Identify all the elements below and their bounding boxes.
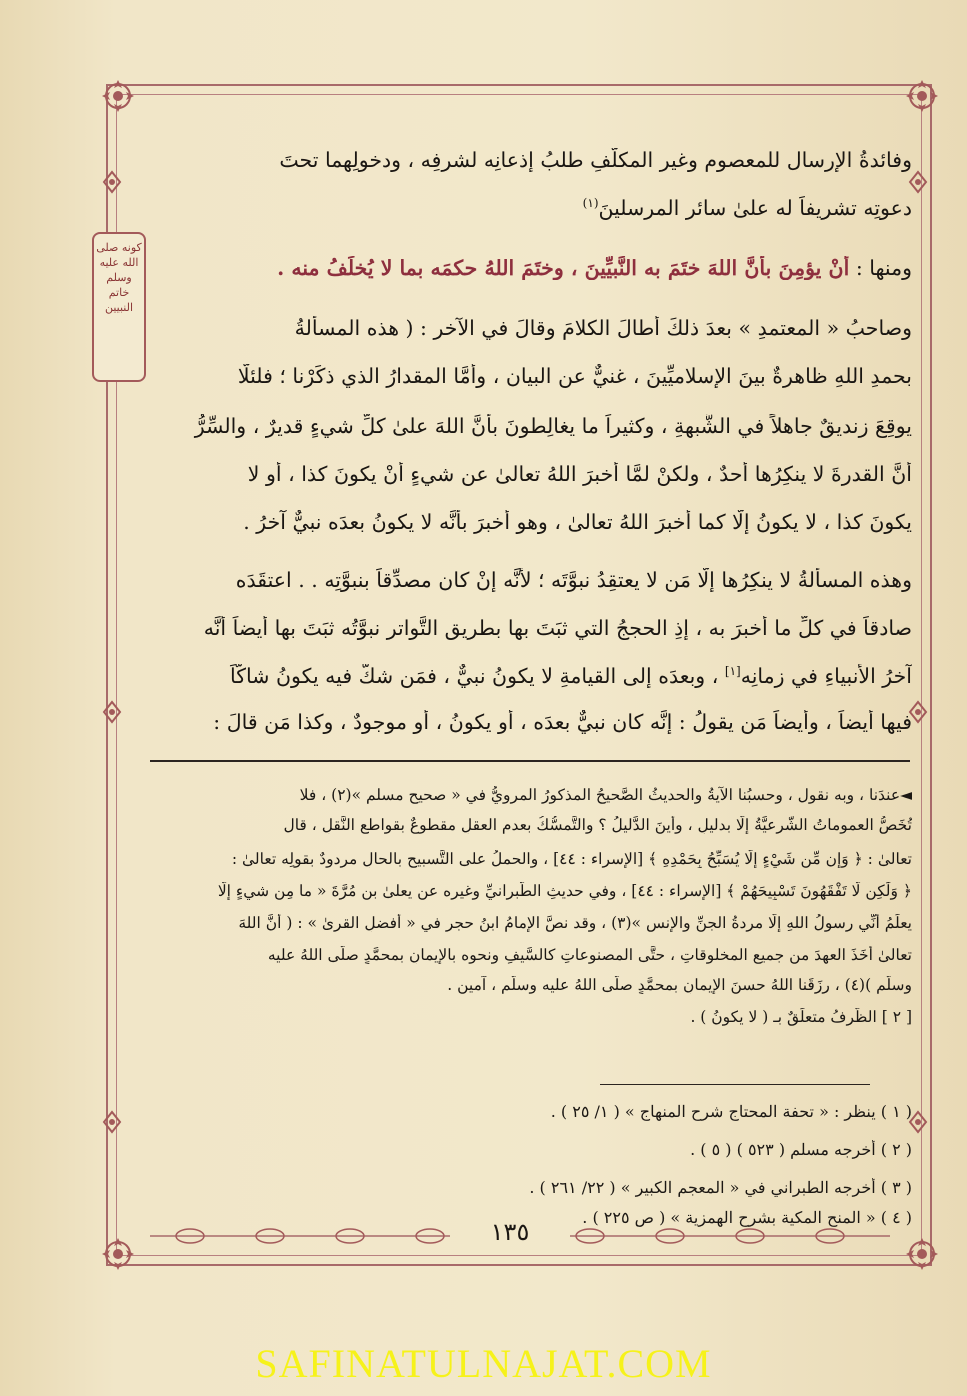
main-text-segment: آخرُ الأنبياءِ في زمانِه bbox=[740, 664, 912, 688]
main-text-line: وصاحبُ « المعتمدِ » بعدَ ذلكَ أطالَ الكلامَ وقالَ في الآخرِ : ( هذه المسألةُ bbox=[294, 316, 912, 340]
margin-note: كونه صلى الله عليه وسلم خاتم النبيين bbox=[92, 232, 146, 382]
commentary-line: تُخَصُّ العموماتُ الشَّرعيَّةُ إلَّا بدليلٍ ، وأينَ الدَّليلُ ؟ والتَّمسُّكُ بعدمِ العقلِ مقطوعٌ بقواطعِ النَّقلِ ، قال bbox=[283, 816, 912, 834]
corner-ornament-icon bbox=[902, 1234, 942, 1274]
side-ornament-icon bbox=[906, 170, 930, 194]
side-ornament-icon bbox=[100, 1110, 124, 1134]
footnote: ( ١ ) ينظر : « تحفة المحتاج شرح المنهاج » ( ١/ ٢٥ ) . bbox=[550, 1102, 912, 1121]
footnote: ( ٤ ) « المنح المكية بشرح الهمزية » ( ص ٢٢٥ ) . bbox=[582, 1208, 912, 1227]
footnote-ref[interactable]: [١] bbox=[724, 664, 741, 679]
main-text-line: يوقِعَ زنديقٌ جاهلاً في الشُّبهةِ ، وكثيراً ما يغالِطونَ بأنَّ اللهَ علىٰ كلِّ شيءٍ قديرٌ ، والسِّرُّ bbox=[194, 414, 912, 438]
main-text-line: صادقاً في كلِّ ما أخبرَ به ، إذِ الحججُ التي ثبَتَ بها بطريقِ التَّواترِ نبوَّتُه ثبَتَ بها أيضاً أنَّه bbox=[203, 616, 912, 640]
commentary-line: ﴿ وَلَٰكِن لَّا تَفْقَهُونَ تَسْبِيحَهُمْ ﴾ [الإسراء : ٤٤] ، وفي حديثِ الطَّبرانيِّ وغيرِه عن يعلىٰ بنِ مُرَّةَ « ما مِن شيءٍ إلَّا bbox=[217, 882, 912, 900]
section-lead: ومنها : bbox=[855, 256, 912, 280]
commentary-line: تعالىٰ أخَذَ العهدَ من جميعِ المخلوقاتِ ، حتَّى المصنوعاتِ كالسَّيفِ ونحوِه بالإيمانِ بمحمَّدٍ صلَّى اللهُ عليه bbox=[267, 946, 912, 964]
main-text-line: بحمدِ اللهِ ظاهرةٌ بينَ الإسلاميِّينَ ، غنيٌّ عنِ البيانِ ، وأمَّا المقدارُ الذي ذكَرْنا ؛ فلئلَّا bbox=[237, 364, 912, 388]
corner-ornament-icon bbox=[98, 76, 138, 116]
main-text-line: وهذه المسألةُ لا ينكِرُها إلَّا مَن لا يعتقِدُ نبوَّتَه ؛ لأنَّه إنْ كان مصدِّقاً بنبوَّتِه . . اعتقَدَه bbox=[235, 568, 912, 592]
main-text-segment: دعوتِه تشريفاً له علىٰ سائرِ المرسلينَ bbox=[598, 196, 912, 220]
page-number: ١٣٥ bbox=[490, 1218, 530, 1246]
footnote: ( ٣ ) أخرجه الطبراني في « المعجم الكبير » ( ٢٢/ ٢٦١ ) . bbox=[529, 1178, 912, 1197]
main-text-segment: ، وبعدَه إلى القيامةِ لا يكونُ نبيٌّ ، فمَن شكَّ فيه يكونُ شاكّاً bbox=[230, 664, 719, 688]
main-text-line: فيها أيضاً ، وأيضاً مَن يقولُ : إنَّه كان نبيٌّ بعدَه ، أو يكونُ ، أو موجودٌ ، وكذا مَن قالَ : bbox=[213, 710, 912, 734]
side-ornament-icon bbox=[100, 170, 124, 194]
side-ornament-icon bbox=[100, 700, 124, 724]
footnote: ( ٢ ) أخرجه مسلم ( ٥٢٣ ) ( ٥ ) . bbox=[690, 1140, 912, 1159]
commentary-line: وسلَّم )(٤) ، رزَقَنا اللهُ حسنَ الإيمانِ بمحمَّدٍ صلَّى اللهُ عليه وسلَّم ، آمين . bbox=[447, 976, 912, 994]
main-text-line: يكونَ كذا ، لا يكونُ إلَّا كما أخبرَ اللهُ تعالىٰ ، وهو أخبرَ بأنَّه لا يكونُ بعدَه نبيٌّ آخرُ . bbox=[243, 510, 912, 534]
commentary-line: ◄عندَنا ، وبه نقول ، وحسبُنا الآيةُ والحديثُ الصَّحيحُ المذكورُ المرويُّ في « صحيحِ مسلمٍ »(٢) ، فلا bbox=[299, 786, 912, 804]
footnote-separator bbox=[600, 1084, 870, 1085]
corner-ornament-icon bbox=[98, 1234, 138, 1274]
highlighted-statement: أنْ يؤمِنَ بأنَّ اللهَ ختَمَ به النَّبيِّينَ ، وختَمَ اللهُ حكمَه بما لا يُخلَفُ منه . bbox=[277, 256, 850, 280]
commentary-separator bbox=[150, 760, 910, 762]
commentary-line: [ ٢ ] الظَّرفُ متعلِّقٌ بـ ( لا يكونُ ) . bbox=[690, 1008, 912, 1026]
main-text-line: وفائدةُ الإرسالِ للمعصومِ وغيرِ المكلَّفِ طلبُ إذعانِه لشرفِه ، ودخولِهما تحتَ bbox=[279, 148, 912, 172]
bottom-border-ornament-icon bbox=[150, 1216, 450, 1256]
bottom-border-ornament-icon bbox=[570, 1216, 890, 1256]
watermark-text: SAFINATULNAJAT.COM bbox=[255, 1341, 712, 1386]
footnote-ref[interactable]: (١) bbox=[582, 196, 599, 211]
commentary-line: تعالىٰ : ﴿ وَإِن مِّن شَيْءٍ إِلَّا يُسَبِّحُ بِحَمْدِهِ ﴾ [الإسراء : ٤٤] ، والحملُ على التَّسبيحِ بالحالِ مردودٌ بقولِه تعالىٰ : bbox=[231, 850, 912, 868]
commentary-line: يعلَمُ أنِّي رسولُ اللهِ إلَّا مردةُ الجنِّ والإنسِ »(٣) ، وقد نصَّ الإمامُ ابنُ حجرٍ في « أفضلِ القرىٰ » : ( أنَّ اللهَ bbox=[238, 914, 912, 932]
main-text-line bbox=[152, 196, 912, 220]
main-text-line bbox=[152, 256, 912, 280]
corner-ornament-icon bbox=[902, 76, 942, 116]
main-text-line: أنَّ القدرةَ لا ينكِرُها أحدٌ ، ولكنْ لمَّا أخبرَ اللهُ تعالىٰ عن شيءٍ أنْ يكونَ كذا ، أو لا bbox=[247, 462, 912, 486]
main-text-line bbox=[152, 664, 912, 688]
